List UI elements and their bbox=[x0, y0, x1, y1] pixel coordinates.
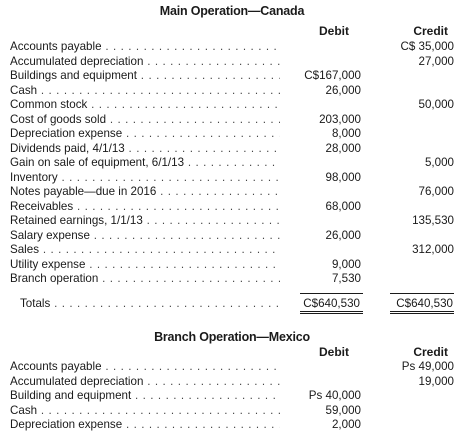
debit-amount: 8,000 bbox=[331, 127, 361, 140]
debit-amount: 26,000 bbox=[325, 83, 361, 97]
ledger-row bbox=[10, 360, 454, 373]
branch-operation-title: Branch Operation—Mexico bbox=[154, 330, 310, 344]
account-name: Notes payable—due in 2016 . . . bbox=[10, 185, 280, 198]
account-name: Cost of goods sold . . . bbox=[10, 113, 280, 126]
account-name: Retained earnings, 1/1/13 . . . bbox=[10, 214, 280, 227]
debit-amount: 98,000 bbox=[325, 170, 361, 184]
account-name: Dividends paid, 4/1/13 . . . bbox=[10, 142, 280, 155]
account-name: Cash . . . bbox=[10, 84, 280, 97]
main-credit-double-rule-1 bbox=[390, 311, 454, 312]
main-operation-title: Main Operation—Canada bbox=[159, 4, 305, 18]
ledger-row bbox=[10, 272, 454, 285]
main-debit-header: Debit bbox=[319, 24, 349, 38]
main-debit-double-rule-1 bbox=[300, 311, 363, 312]
ledger-row bbox=[10, 84, 454, 97]
credit-amount: 5,000 bbox=[424, 156, 454, 169]
debit-amount: 26,000 bbox=[325, 228, 361, 242]
ledger-row bbox=[10, 113, 454, 126]
main-credit-header: Credit bbox=[413, 24, 448, 38]
main-debit-double-rule-2 bbox=[300, 313, 363, 314]
account-name: Depreciation expense . . . bbox=[10, 418, 280, 431]
main-totals-row bbox=[10, 297, 454, 310]
branch-debit-header: Debit bbox=[319, 345, 349, 359]
ledger-row bbox=[10, 258, 454, 271]
main-debit-total-rule bbox=[300, 293, 363, 294]
account-name: Gain on sale of equipment, 6/1/13 . . . bbox=[10, 156, 280, 169]
account-name: Receivables . . . bbox=[10, 200, 280, 213]
ledger-row bbox=[10, 404, 454, 417]
debit-amount: 2,000 bbox=[331, 418, 361, 431]
main-totals-credit: C$640,530 bbox=[396, 297, 453, 310]
main-totals-label: Totals . . . bbox=[20, 297, 280, 310]
debit-amount: 7,530 bbox=[331, 272, 361, 285]
ledger-row bbox=[10, 40, 454, 53]
account-name: Accumulated depreciation . . . bbox=[10, 375, 280, 388]
ledger-row bbox=[10, 229, 454, 242]
account-name: Common stock . . . bbox=[10, 98, 280, 111]
account-name: Inventory . . . bbox=[10, 171, 280, 184]
account-name: Utility expense . . . bbox=[10, 258, 280, 271]
ledger-row bbox=[10, 243, 454, 256]
main-totals-debit: C$640,530 bbox=[303, 297, 360, 310]
account-name: Buildings and equipment . . . bbox=[10, 69, 280, 82]
debit-amount: 203,000 bbox=[319, 112, 361, 126]
ledger-row bbox=[10, 127, 454, 140]
credit-amount: 27,000 bbox=[418, 54, 454, 68]
debit-amount: 28,000 bbox=[325, 141, 361, 155]
account-name: Accounts payable . . . bbox=[10, 360, 280, 373]
ledger-row bbox=[10, 214, 454, 227]
account-name: Depreciation expense . . . bbox=[10, 127, 280, 140]
ledger-row bbox=[10, 142, 454, 155]
account-name: Building and equipment . . . bbox=[10, 389, 280, 402]
branch-credit-header: Credit bbox=[413, 345, 448, 359]
ledger-row bbox=[10, 69, 454, 82]
debit-amount: 9,000 bbox=[331, 257, 361, 271]
account-name: Accounts payable . . . bbox=[10, 40, 280, 53]
account-name: Accumulated depreciation . . . bbox=[10, 55, 280, 68]
credit-amount: 19,000 bbox=[418, 374, 454, 388]
credit-amount: 312,000 bbox=[412, 243, 454, 256]
main-credit-double-rule-2 bbox=[390, 313, 454, 314]
credit-amount: 135,530 bbox=[412, 214, 454, 227]
debit-amount: Ps 40,000 bbox=[308, 389, 361, 402]
ledger-row bbox=[10, 418, 454, 431]
debit-amount: 68,000 bbox=[325, 199, 361, 213]
ledger-row bbox=[10, 185, 454, 198]
debit-amount: C$167,000 bbox=[304, 69, 361, 82]
ledger-row bbox=[10, 200, 454, 213]
main-credit-total-rule bbox=[390, 293, 454, 294]
account-name: Sales . . . bbox=[10, 243, 280, 256]
ledger-row bbox=[10, 156, 454, 169]
ledger-row bbox=[10, 171, 454, 184]
ledger-row bbox=[10, 375, 454, 388]
credit-amount: C$ 35,000 bbox=[400, 40, 454, 53]
ledger-row bbox=[10, 98, 454, 111]
ledger-row bbox=[10, 55, 454, 68]
account-name: Cash . . . bbox=[10, 404, 280, 417]
credit-amount: 76,000 bbox=[418, 185, 454, 198]
account-name: Salary expense . . . bbox=[10, 229, 280, 242]
credit-amount: 50,000 bbox=[418, 98, 454, 111]
credit-amount: Ps 49,000 bbox=[401, 360, 454, 373]
account-name: Branch operation . . . bbox=[10, 272, 280, 285]
ledger-row bbox=[10, 389, 454, 402]
debit-amount: 59,000 bbox=[325, 403, 361, 417]
